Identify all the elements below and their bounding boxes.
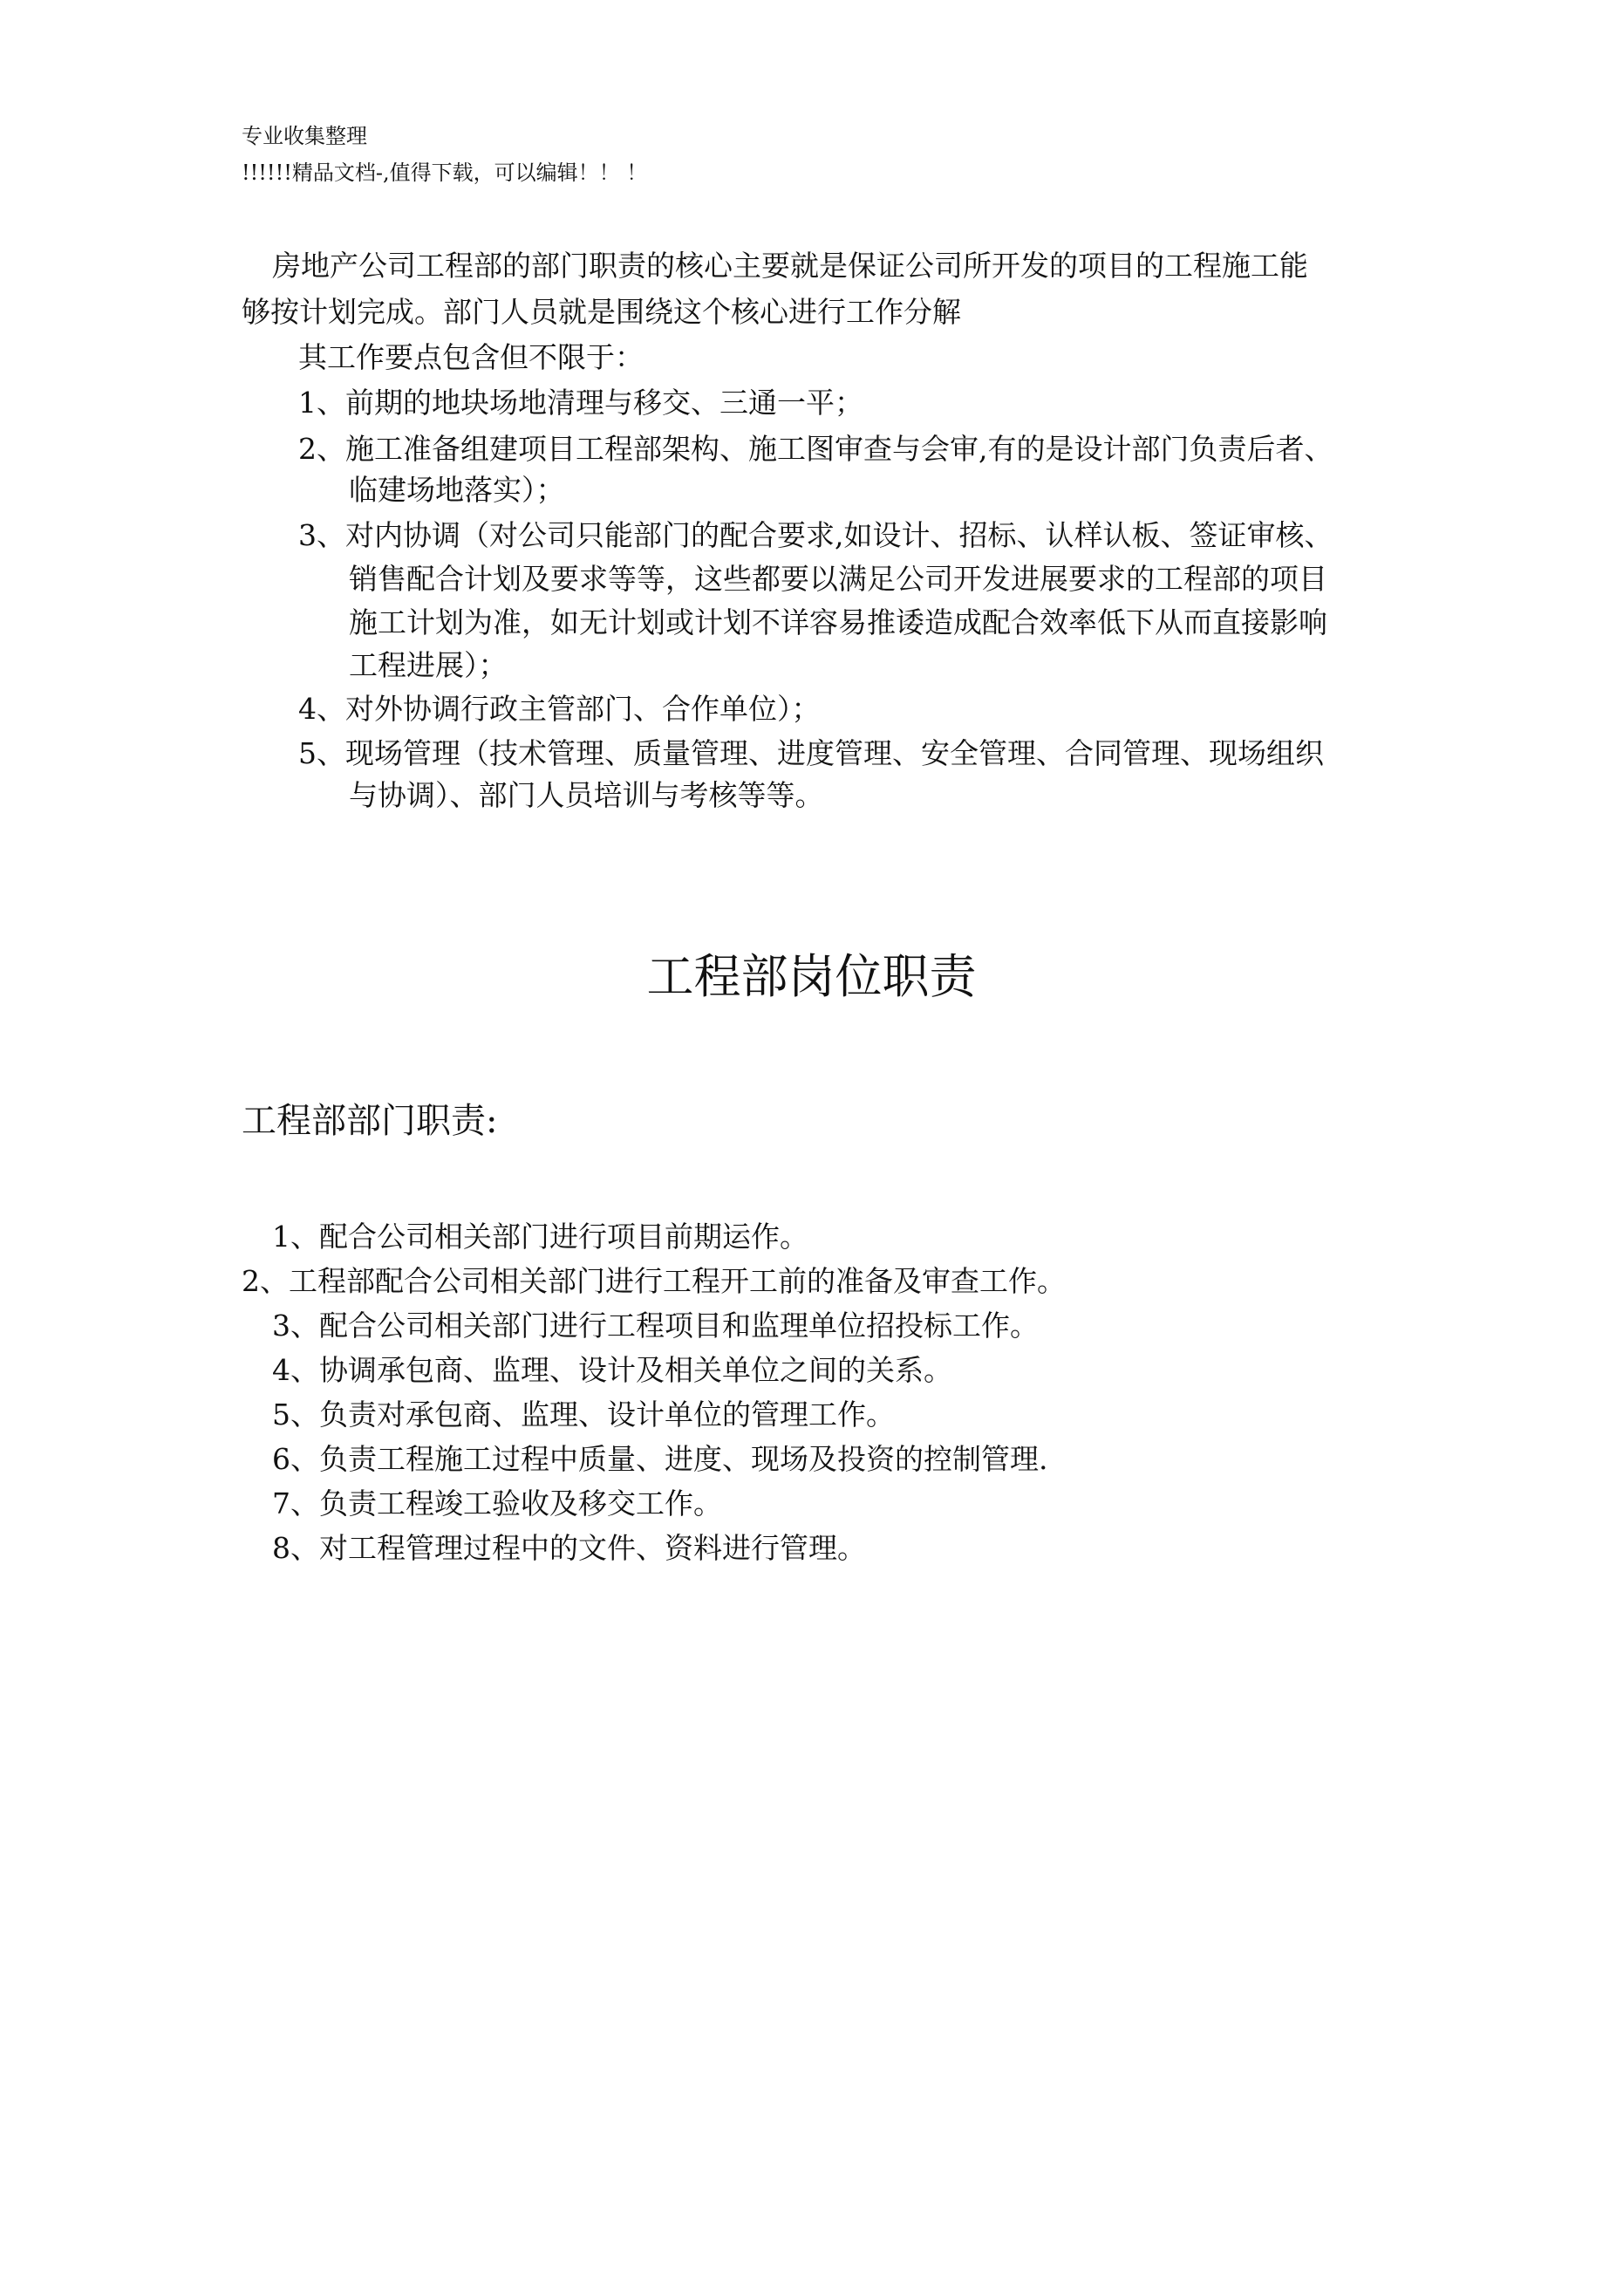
point-4-line-1: 4、对外协调行政主管部门、合作单位）；	[298, 692, 821, 726]
point-2-line-2: 临建场地落实）；	[349, 473, 565, 507]
point-2-line-1: 2、施工准备组建项目工程部架构、施工图审查与会审,有的是设计部门负责后者、	[298, 432, 1333, 466]
point-3-line-4: 工程进展）；	[349, 648, 508, 682]
points-lead: 其工作要点包含但不限于：	[298, 340, 644, 374]
header-line-1: 专业收集整理	[242, 124, 367, 148]
duty-item: 1、配合公司相关部门进行项目前期运作。	[272, 1220, 808, 1254]
duty-item: 6、负责工程施工过程中质量、进度、现场及投资的控制管理.	[272, 1442, 1048, 1476]
point-5-line-2: 与协调）、部门人员培训与考核等等。	[349, 778, 824, 812]
point-3-line-1: 3、对内协调（对公司只能部门的配合要求,如设计、招标、认样认板、签证审核、	[298, 518, 1333, 552]
point-1-line-1: 1、前期的地块场地清理与移交、三通一平；	[298, 386, 863, 420]
header-line-2: !!!!!!精品文档-,值得下载，可以编辑！！ ！	[242, 161, 648, 185]
duty-item: 8、对工程管理过程中的文件、资料进行管理。	[272, 1531, 866, 1565]
duty-item: 5、负责对承包商、监理、设计单位的管理工作。	[272, 1397, 895, 1432]
duty-item: 2、工程部配合公司相关部门进行工程开工前的准备及审查工作。	[242, 1264, 1066, 1298]
point-5-line-1: 5、现场管理（技术管理、质量管理、进度管理、安全管理、合同管理、现场组织	[298, 736, 1324, 770]
duty-item: 4、协调承包商、监理、设计及相关单位之间的关系。	[272, 1353, 952, 1387]
duty-item: 3、配合公司相关部门进行工程项目和监理单位招投标工作。	[272, 1309, 1039, 1343]
section-title: 工程部部门职责:	[242, 1101, 498, 1141]
page-title: 工程部岗位职责	[646, 949, 977, 1004]
point-3-line-3: 施工计划为准，如无计划或计划不详容易推诿造成配合效率低下从而直接影响	[349, 605, 1327, 639]
intro-paragraph-line-2: 够按计划完成。部门人员就是围绕这个核心进行工作分解	[242, 295, 961, 329]
duty-item: 7、负责工程竣工验收及移交工作。	[272, 1486, 722, 1520]
intro-paragraph-line-1: 房地产公司工程部的部门职责的核心主要就是保证公司所开发的项目的工程施工能	[272, 249, 1308, 283]
point-3-line-2: 销售配合计划及要求等等，这些都要以满足公司开发进展要求的工程部的项目	[349, 562, 1327, 596]
